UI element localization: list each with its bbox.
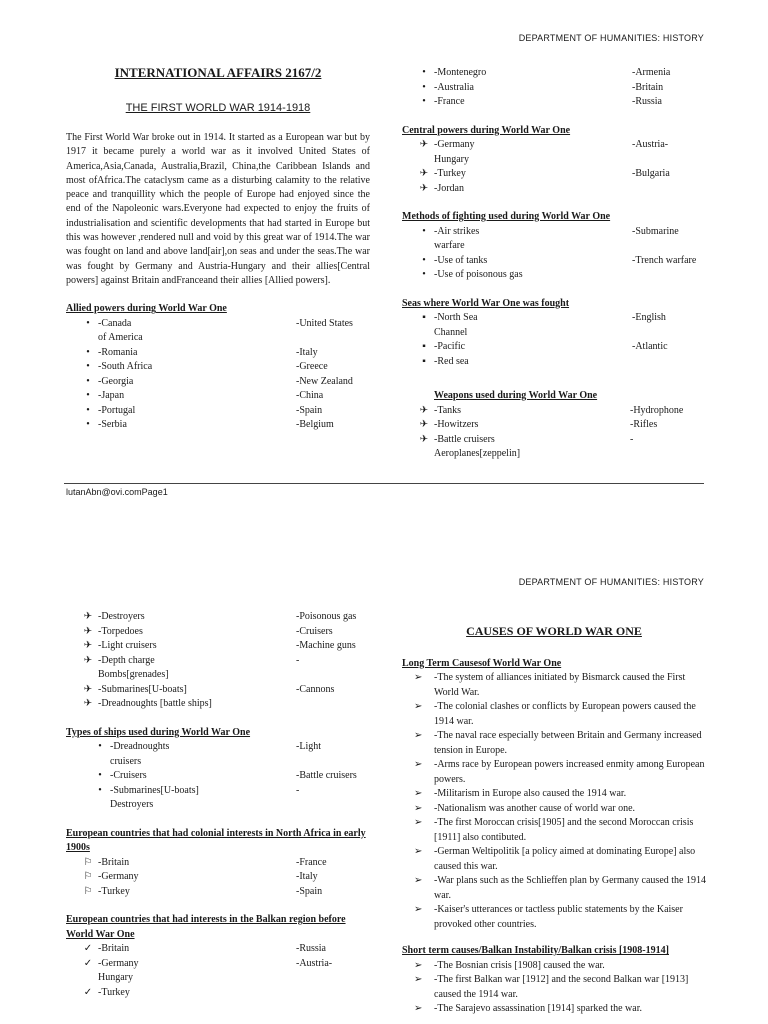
left-column <box>66 610 372 1000</box>
list-item-continuation: Bombs[grenades] <box>98 669 169 680</box>
bullet-icon: ✈ <box>83 683 93 695</box>
cause-text: -Nationalism was another cause of world war one. <box>434 802 636 814</box>
cause-item <box>402 874 706 903</box>
list-item <box>66 942 372 957</box>
arrow-bullet-icon: ➢ <box>414 701 423 712</box>
cause-text: -The Sarajevo assassination [1914] sparked the war. <box>434 1003 642 1014</box>
list-item <box>402 355 704 370</box>
right-column <box>402 66 704 462</box>
left-column <box>66 66 370 433</box>
bullet-icon: ✈ <box>83 640 93 651</box>
list-item <box>66 740 372 755</box>
list-item <box>66 683 372 698</box>
list-item-text-second: -English <box>632 312 666 323</box>
list-item-text: -Montenegro <box>434 67 487 78</box>
allied-heading: Allied powers during World War One <box>66 303 227 315</box>
seas-list <box>402 311 704 369</box>
bullet-icon: ▪ <box>422 341 426 352</box>
list-item-text: -Destroyers <box>98 611 145 622</box>
bullet-icon: ✈ <box>83 698 93 709</box>
cause-text: -The colonial clashes or conflicts by European powers caused the 1914 war. <box>434 701 696 727</box>
list-item-text-second: -Spain <box>296 885 323 897</box>
short-term-causes-list <box>402 959 706 1017</box>
list-item <box>402 167 704 182</box>
list-item-text: -Howitzers <box>434 419 479 430</box>
list-item-text-second: -Cannons <box>296 683 335 695</box>
right-column <box>402 624 706 1017</box>
bullet-icon: • <box>86 419 90 431</box>
list-item-text-second: -Trench warfare <box>632 254 697 266</box>
list-item-text: -Tanks <box>434 404 462 416</box>
list-item-text-second: -New Zealand <box>296 375 353 387</box>
list-item-text: -Romania <box>98 346 138 358</box>
list-item-text: -Turkey <box>98 986 130 998</box>
long-term-heading: Long Term Causesof World War One <box>402 657 562 669</box>
bullet-icon: • <box>86 361 90 373</box>
bullet-icon: ✈ <box>419 419 429 430</box>
list-item-text: -Submarines[U-boats] <box>110 784 199 796</box>
list-item-text-second: -Battle cruisers <box>296 770 357 781</box>
list-item-text: -Air strikes <box>434 225 480 237</box>
list-item-text: -North Sea <box>434 312 478 323</box>
balkan-list <box>66 942 372 1000</box>
list-item <box>402 81 704 96</box>
arrow-bullet-icon: ➢ <box>414 817 423 828</box>
list-item <box>66 654 372 669</box>
list-item-text: -Light cruisers <box>98 640 157 651</box>
list-item-text: -Germany <box>434 139 475 150</box>
bullet-icon: • <box>422 225 426 237</box>
arrow-bullet-icon: ➢ <box>414 759 423 770</box>
bullet-icon: • <box>422 81 426 93</box>
list-item <box>66 346 370 361</box>
methods-list <box>402 225 704 283</box>
intro-paragraph: The First World War broke out in 1914. It started as a European war but by 1917 it became purely a world war as it involved United States of America,Asia,Canada, Australia,Brazil, China,the Caribbean Islands and most ofAfrica.The cataclysm came as a disturbing calamity to the relative peace and tranquillity which the people of Europe had enjoyed since the end of the Napoleonic wars.Everyone had expected to enjoy the fruits of industrialisation and scientific developments that had started in Europe but this was however ,rendered null and void by this great war of 1914.The war was fought on land and above land[air],on seas and under the seas.The war was fought by Germany and Austria-Hungary and their allies[Central powers] against Britain andFranceand their allies [Allied powers]. <box>66 132 370 286</box>
list-item <box>66 360 370 375</box>
cause-text: -The system of alliances initiated by Bismarck caused the First World War. <box>434 672 686 698</box>
arrow-bullet-icon: ➢ <box>414 802 423 814</box>
bullet-icon: • <box>422 254 426 266</box>
list-item-text-second: -China <box>296 390 324 402</box>
cause-text: -The naval race especially between Britain and Germany increased tension in Europe. <box>434 730 702 756</box>
balkan-heading: European countries that had interests in the Balkan region before World War One <box>66 914 346 940</box>
list-item-text: -Torpedoes <box>98 625 143 637</box>
list-item <box>66 404 370 419</box>
list-item-text: -South Africa <box>98 361 153 373</box>
list-item-text-second: - <box>630 433 634 445</box>
bullet-icon: ✈ <box>419 168 429 179</box>
list-item-text-second: -Italy <box>296 871 318 882</box>
list-item-text: -Dreadnoughts <box>110 741 170 752</box>
arrow-bullet-icon: ➢ <box>414 974 423 985</box>
cause-text: -Militarism in Europe also caused the 1914 war. <box>434 788 627 799</box>
page-footer: lutanAbn@ovi.comPage1 <box>66 487 168 497</box>
list-item-text-second: -Atlantic <box>632 341 668 352</box>
list-item <box>66 317 370 332</box>
cause-item <box>402 959 706 974</box>
list-item <box>66 957 372 972</box>
list-item-text: -Serbia <box>98 419 127 431</box>
allied-list <box>66 317 370 433</box>
department-header: DEPARTMENT OF HUMANITIES: HISTORY <box>518 33 704 43</box>
list-item <box>402 95 704 110</box>
list-item-text: -Jordan <box>434 182 464 194</box>
list-item <box>402 340 704 355</box>
arrow-bullet-icon: ➢ <box>414 846 423 857</box>
document-subtitle: THE FIRST WORLD WAR 1914-1918 <box>125 101 311 114</box>
list-item-continuation: Aeroplanes[zeppelin] <box>434 448 521 459</box>
list-item-text-second: -Italy <box>296 346 318 358</box>
list-item-continuation: warfare <box>434 240 465 251</box>
causes-title: CAUSES OF WORLD WAR ONE <box>466 624 642 638</box>
list-item <box>66 375 370 390</box>
list-item-text: -Britain <box>98 856 130 868</box>
list-item-text: -Battle cruisers <box>434 433 495 445</box>
cause-text: -The Bosnian crisis [1908] caused the war. <box>434 959 605 971</box>
cause-text: -Kaiser's utterances or tactless public statements by the Kaiser provoked other countries. <box>434 904 683 930</box>
cause-text: -Arms race by European powers increased enmity among European powers. <box>434 759 705 785</box>
list-item <box>66 986 372 1001</box>
list-item-text-second: -Bulgaria <box>632 168 670 179</box>
long-term-causes-list <box>402 671 706 932</box>
ships-heading: Types of ships used during World War One <box>66 726 251 738</box>
bullet-icon: • <box>422 67 426 78</box>
list-item <box>402 268 704 283</box>
list-item-continuation: Channel <box>434 326 468 338</box>
bullet-icon: ▪ <box>422 312 426 323</box>
bullet-icon: ✈ <box>419 433 429 445</box>
bullet-icon: ✈ <box>83 625 93 637</box>
list-item-text-second: -Light <box>296 741 321 752</box>
bullet-icon: • <box>98 784 102 796</box>
weapons-continued-list <box>66 610 372 712</box>
list-item-text: -Japan <box>98 390 125 402</box>
page-gap <box>0 500 768 568</box>
weapons-heading: Weapons used during World War One <box>434 390 598 401</box>
list-item-text: -France <box>434 96 465 107</box>
bullet-icon: ✓ <box>83 986 93 998</box>
list-item-text-second: -Austria- <box>296 957 333 969</box>
cause-text: -German Weltipolitik [a policy aimed at dominating Europe] also caused this war. <box>434 846 696 872</box>
central-heading: Central powers during World War One <box>402 124 571 136</box>
document-title: INTERNATIONAL AFFAIRS 2167/2 <box>114 65 322 80</box>
list-item-text-second: -Greece <box>296 361 328 373</box>
list-item-text: -Turkey <box>434 168 466 179</box>
bullet-icon: ✈ <box>83 611 93 622</box>
bullet-icon: • <box>86 375 90 387</box>
arrow-bullet-icon: ➢ <box>414 672 423 683</box>
cause-item <box>402 729 706 758</box>
allied-continued-list <box>402 66 704 110</box>
bullet-icon: ✈ <box>419 182 429 194</box>
list-item <box>402 138 704 153</box>
list-item <box>402 66 704 81</box>
list-item-text: -Cruisers <box>110 770 147 781</box>
cause-text: -The first Moroccan crisis[1905] and the second Moroccan crisis [1911] also contibuted. <box>434 817 694 843</box>
arrow-bullet-icon: ➢ <box>414 875 423 886</box>
list-item-text: -Turkey <box>98 885 130 897</box>
list-item-text: -Canada <box>98 317 132 329</box>
bullet-icon: ✈ <box>419 404 429 416</box>
africa-list <box>66 856 372 900</box>
list-item-text: -Pacific <box>434 341 466 352</box>
list-item-text-second: -Britain <box>632 81 664 93</box>
list-item-text-second: -Russia <box>632 96 662 107</box>
list-item-continuation: of America <box>98 332 143 344</box>
list-item-text-second: -Hydrophone <box>630 404 684 416</box>
list-item-text-second: -Russia <box>296 943 326 954</box>
africa-heading: European countries that had colonial interests in North Africa in early 1900s <box>66 827 366 853</box>
list-item-text-second: -Belgium <box>296 419 334 431</box>
list-item-continuation: cruisers <box>110 755 142 767</box>
bullet-icon: ▪ <box>422 355 426 367</box>
cause-item <box>402 700 706 729</box>
list-item-text-second: - <box>296 784 300 796</box>
list-item-text: -Submarines[U-boats] <box>98 683 187 695</box>
bullet-icon: ✓ <box>83 943 93 954</box>
bullet-icon: ⚐ <box>83 885 93 897</box>
cause-item <box>402 845 706 874</box>
list-item <box>402 254 704 269</box>
list-item-text: -Portugal <box>98 404 136 416</box>
arrow-bullet-icon: ➢ <box>414 959 423 971</box>
central-list <box>402 138 704 196</box>
methods-heading: Methods of fighting used during World War One <box>402 211 611 222</box>
list-item-text-second: -Spain <box>296 404 323 416</box>
bullet-icon: • <box>98 770 102 781</box>
list-item-text-second: -Submarine <box>632 225 679 237</box>
list-item-text-second: -Austria- <box>632 139 669 150</box>
list-item-text: -Use of poisonous gas <box>434 269 523 280</box>
seas-heading: Seas where World War One was fought <box>402 297 570 309</box>
list-item <box>66 639 372 654</box>
bullet-icon: ✓ <box>83 957 93 969</box>
list-item <box>66 856 372 871</box>
bullet-icon: • <box>86 317 90 329</box>
bullet-icon: ⚐ <box>83 871 93 882</box>
list-item-text: -Germany <box>98 871 139 882</box>
arrow-bullet-icon: ➢ <box>414 1003 423 1014</box>
list-item-text: -Australia <box>434 81 474 93</box>
list-item-text-second: - <box>296 654 300 666</box>
list-item <box>402 404 704 419</box>
bullet-icon: • <box>86 346 90 358</box>
document-page-2 <box>0 568 768 1024</box>
list-item-text: -Dreadnoughts [battle ships] <box>98 698 212 709</box>
cause-text: -War plans such as the Schlieffen plan by Germany caused the 1914 war. <box>434 875 706 901</box>
list-item-continuation: Hungary <box>98 972 133 983</box>
arrow-bullet-icon: ➢ <box>414 904 423 915</box>
list-item-continuation: Hungary <box>434 153 469 165</box>
list-item-text-second: -Cruisers <box>296 625 333 637</box>
list-item <box>66 625 372 640</box>
list-item <box>66 885 372 900</box>
bullet-icon: • <box>86 404 90 416</box>
bullet-icon: • <box>422 269 426 280</box>
list-item <box>402 182 704 197</box>
document-page-1 <box>0 0 768 500</box>
cause-item <box>402 973 706 1002</box>
list-item <box>66 697 372 712</box>
ships-list <box>66 740 372 813</box>
list-item-text: -Depth charge <box>98 654 155 666</box>
list-item-text: -Red sea <box>434 355 469 367</box>
cause-item <box>402 816 706 845</box>
list-item-text-second: -United States <box>296 317 353 329</box>
list-item <box>402 433 704 448</box>
bullet-icon: ⚐ <box>83 856 93 868</box>
list-item-text: -Germany <box>98 957 139 969</box>
list-item-text-second: -Machine guns <box>296 640 356 651</box>
list-item <box>66 418 370 433</box>
weapons-list <box>402 404 704 462</box>
list-item <box>402 311 704 326</box>
cause-item <box>402 802 706 817</box>
list-item <box>402 418 704 433</box>
arrow-bullet-icon: ➢ <box>414 730 423 741</box>
bullet-icon: • <box>98 741 102 752</box>
list-item-text-second: -Armenia <box>632 67 671 78</box>
cause-item <box>402 903 706 932</box>
bullet-icon: ✈ <box>419 139 429 150</box>
department-header: DEPARTMENT OF HUMANITIES: HISTORY <box>518 577 704 587</box>
list-item-text: -Britain <box>98 943 130 954</box>
list-item-continuation: Destroyers <box>110 799 154 810</box>
list-item-text: -Use of tanks <box>434 254 488 266</box>
bullet-icon: • <box>422 96 426 107</box>
list-item-text-second: -Rifles <box>630 419 658 430</box>
bullet-icon: • <box>86 390 90 402</box>
list-item <box>66 784 372 799</box>
list-item <box>66 870 372 885</box>
cause-item <box>402 1002 706 1017</box>
cause-item <box>402 671 706 700</box>
footer-rule <box>64 483 704 484</box>
list-item <box>402 225 704 240</box>
cause-item <box>402 758 706 787</box>
short-term-heading: Short term causes/Balkan Instability/Balkan crisis [1908-1914] <box>402 945 669 956</box>
cause-text: -The first Balkan war [1912] and the second Balkan war [1913] caused the 1914 war. <box>434 974 689 1000</box>
list-item-text-second: -Poisonous gas <box>296 611 357 622</box>
arrow-bullet-icon: ➢ <box>414 788 423 799</box>
list-item-text: -Georgia <box>98 375 134 387</box>
bullet-icon: ✈ <box>83 654 93 666</box>
list-item <box>66 769 372 784</box>
list-item <box>66 610 372 625</box>
cause-item <box>402 787 706 802</box>
list-item <box>66 389 370 404</box>
list-item-text-second: -France <box>296 856 327 868</box>
